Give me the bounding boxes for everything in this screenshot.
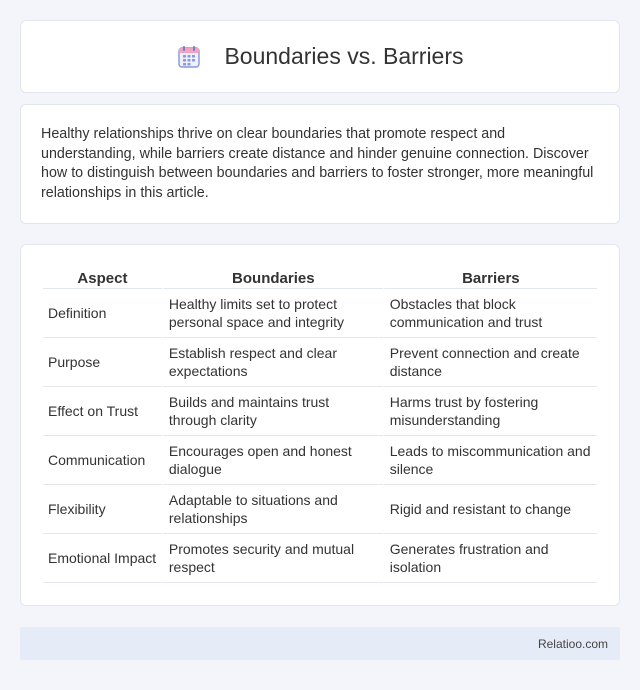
- header-boundaries: Boundaries: [162, 265, 383, 289]
- barriers-cell: Generates frustration and isolation: [383, 534, 597, 583]
- aspect-cell: Definition: [43, 289, 162, 338]
- boundaries-cell: Builds and maintains trust through clarity: [162, 387, 383, 436]
- header-card: [20, 20, 620, 93]
- footer-brand: Relatioo.com: [537, 636, 608, 651]
- table-row: [43, 436, 597, 485]
- table-row: [43, 387, 597, 436]
- boundaries-cell: Establish respect and clear expectations: [162, 338, 383, 387]
- barriers-cell: Prevent connection and create distance: [383, 338, 597, 387]
- page-title: Boundaries vs. Barriers: [224, 43, 464, 69]
- footer: [20, 627, 620, 660]
- boundaries-cell: Encourages open and honest dialogue: [162, 436, 383, 485]
- aspect-cell: Purpose: [43, 338, 162, 387]
- table-header-row: [43, 265, 597, 289]
- table-row: [43, 534, 597, 583]
- table-row: [43, 485, 597, 534]
- aspect-cell: Communication: [43, 436, 162, 485]
- intro-card: [20, 104, 620, 224]
- aspect-cell: Emotional Impact: [43, 534, 162, 583]
- table-row: [43, 289, 597, 338]
- barriers-cell: Harms trust by fostering misunderstanding: [383, 387, 597, 436]
- intro-text: Healthy relationships thrive on clear boundaries that promote respect and understanding, while barriers create distance and hinder genuine connection. Discover how to distinguish between boundaries and barriers to foster stronger, more meaningful relationships in this article.: [41, 126, 594, 201]
- calendar-icon: [176, 44, 202, 70]
- header-barriers: Barriers: [383, 265, 597, 289]
- boundaries-cell: Healthy limits set to protect personal space and integrity: [162, 289, 383, 338]
- boundaries-cell: Adaptable to situations and relationships: [162, 485, 383, 534]
- aspect-cell: Effect on Trust: [43, 387, 162, 436]
- header-aspect: Aspect: [43, 265, 162, 289]
- barriers-cell: Obstacles that block communication and trust: [383, 289, 597, 338]
- comparison-table: [43, 265, 597, 583]
- boundaries-cell: Promotes security and mutual respect: [162, 534, 383, 583]
- aspect-cell: Flexibility: [43, 485, 162, 534]
- barriers-cell: Leads to miscommunication and silence: [383, 436, 597, 485]
- comparison-card: [20, 244, 620, 606]
- table-row: [43, 338, 597, 387]
- barriers-cell: Rigid and resistant to change: [383, 485, 597, 534]
